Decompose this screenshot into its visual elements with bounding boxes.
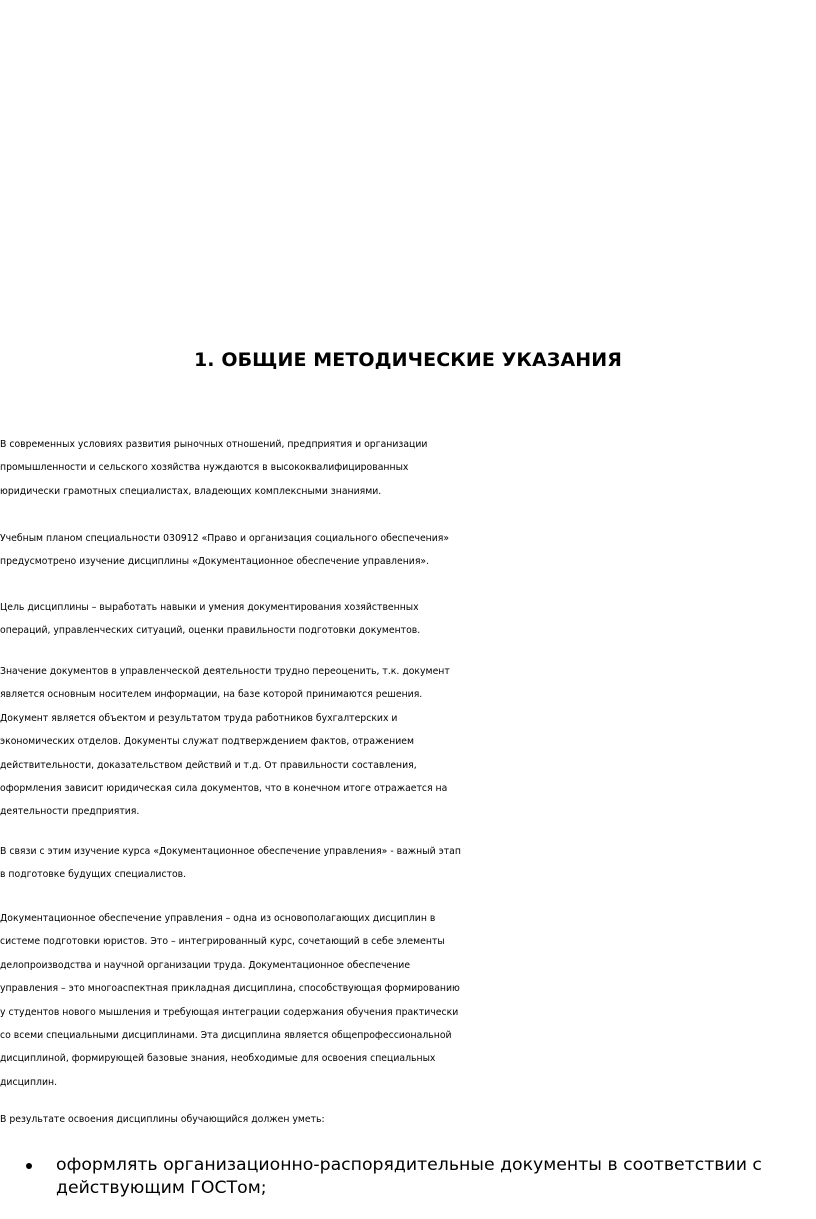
text-line: является основным носителем информации, на базе которой принимаются решения. bbox=[0, 689, 423, 701]
paragraph-course bbox=[0, 840, 816, 887]
text-line: предусмотрено изучение дисциплины «Документационное обеспечение управления». bbox=[0, 556, 430, 568]
text-line: управления – это многоаспектная прикладная дисциплина, способствующая формированию bbox=[0, 983, 460, 995]
paragraph-goal bbox=[0, 596, 816, 643]
text-line: Учебным планом специальности 030912 «Право и организация социального обеспечения» bbox=[0, 533, 450, 544]
text-line: Значение документов в управленческой деятельности трудно переоценить, т.к. документ bbox=[0, 666, 450, 677]
text-line: делопроизводства и научной организации труда. Документационное обеспечение bbox=[0, 959, 411, 971]
text-line: действующим ГОСТом; bbox=[56, 1178, 267, 1199]
text-line: действительности, доказательством действий и т.д. От правильности составления, bbox=[0, 759, 417, 771]
paragraph-curriculum bbox=[0, 527, 816, 574]
bullet-icon bbox=[26, 1163, 32, 1169]
text-line: экономических отделов. Документы служат подтверждением фактов, отражением bbox=[0, 736, 414, 748]
bullet-text bbox=[56, 1154, 762, 1201]
section-heading: 1. ОБЩИЕ МЕТОДИЧЕСКИЕ УКАЗАНИЯ bbox=[193, 349, 622, 371]
text-line: оформления зависит юридическая сила документов, что в конечном итоге отражается на bbox=[0, 783, 448, 795]
text-line: деятельности предприятия. bbox=[0, 806, 140, 818]
paragraph-intro bbox=[0, 433, 816, 503]
text-line: операций, управленческих ситуаций, оценки правильности подготовки документов. bbox=[0, 625, 421, 637]
text-line: В результате освоения дисциплины обучающийся должен уметь: bbox=[0, 1114, 325, 1125]
text-line: Цель дисциплины – выработать навыки и умения документирования хозяйственных bbox=[0, 602, 419, 613]
text-line: дисциплин. bbox=[0, 1076, 58, 1088]
text-line: юридически грамотных специалистах, владеющих комплексными знаниями. bbox=[0, 485, 382, 497]
text-line: оформлять организационно-распорядительные документы в соответствии с bbox=[56, 1155, 762, 1175]
text-line: промышленности и сельского хозяйства нуждаются в высококвалифицированных bbox=[0, 462, 409, 474]
paragraph-outcomes bbox=[0, 1108, 816, 1131]
paragraph-discipline bbox=[0, 907, 816, 1094]
text-line: Документационное обеспечение управления – одна из основополагающих дисциплин в bbox=[0, 913, 436, 924]
text-line: В современных условиях развития рыночных отношений, предприятия и организации bbox=[0, 439, 428, 450]
paragraph-importance bbox=[0, 660, 816, 824]
text-line: у студентов нового мышления и требующая интеграции содержания обучения практически bbox=[0, 1006, 459, 1018]
text-line: системе подготовки юристов. Это – интегрированный курс, сочетающий в себе элементы bbox=[0, 936, 445, 948]
text-line: В связи с этим изучение курса «Документационное обеспечение управления» - важный этап bbox=[0, 846, 461, 857]
text-line: в подготовке будущих специалистов. bbox=[0, 869, 187, 881]
text-line: со всеми специальными дисциплинами. Эта дисциплина является общепрофессиональной bbox=[0, 1030, 452, 1042]
text-line: дисциплиной, формирующей базовые знания, необходимые для освоения специальных bbox=[0, 1053, 436, 1065]
text-line: Документ является объектом и результатом труда работников бухгалтерских и bbox=[0, 712, 398, 724]
